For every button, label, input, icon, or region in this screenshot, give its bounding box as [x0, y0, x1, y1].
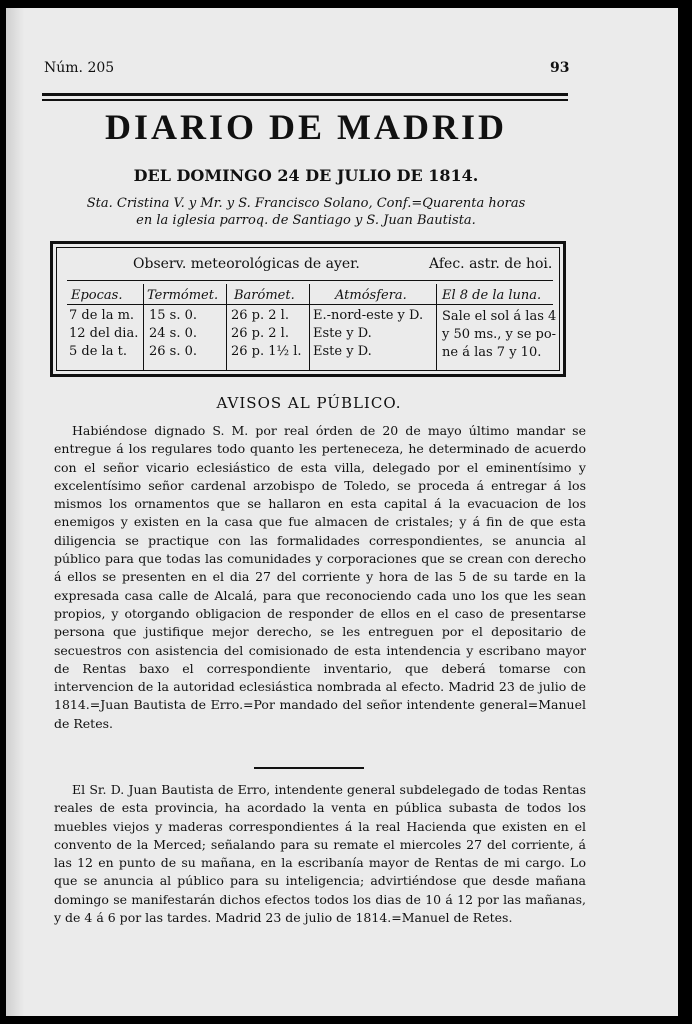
sun-line-3: ne á las 7 y 10.: [442, 345, 542, 360]
col-barometro: Barómet.: [234, 288, 295, 303]
col-atmosfera: Atmósfera.: [335, 288, 407, 303]
header-rule-top: [42, 93, 568, 96]
meteo-rule-2: [67, 304, 553, 305]
header-rule-bottom: [42, 99, 568, 101]
row3-bar: 26 p. 1½ l.: [231, 344, 302, 359]
page-number: 93: [550, 60, 570, 76]
notice-auction: El Sr. D. Juan Bautista de Erro, intendente general subdelegado de todas Rentas reales de esta provincia, ha acordado la venta en pública subasta de todos los muebles viejos y maderas correspondientes á la real Hacienda que existen en el convento de la Merced; señalando para su remate el miercoles 27 del corriente, á las 12 en punto de su mañana, en la escribanía mayor de Rentas de mi cargo. Lo que se anuncia al público para su inteligencia; advirtiéndose que desde mañana domingo se manifestarán dichos efectos todos los dias de 10 á 12 por las mañanas, y de 4 á 6 por las tardes. Madrid 23 de julio de 1814.=Manuel de Retes.: [54, 782, 586, 926]
notice-ornaments: Habiéndose dignado S. M. por real órden de 20 de mayo último mandar se entregue á los regulares todo quanto les perteneceza, he determinado de acuerdo con el señor vicario eclesiástico de esta villa, delegado por el eminentísimo y excelentísimo señor cardenal arzobispo de Toledo, se proceda á entregar á los mismos los ornamentos que se hallaron en esta capital á la evacuacion de los enemigos y existen en la casa que fue almacen de cristales; y á fin de que esta diligencia se practique con las formalidades correspondientes, se anuncia al público para que todas las comunidades y corporaciones que se crean con derecho á ellos se presenten en el dia 27 del corriente y hora de las 5 de su tarde en la expresada casa calle de Alcalá, para que reconociendo cada uno los que les sean propios, y otorgando obligacion de responder de ellos en el caso de presentarse persona que justifique mejor derecho, se les entreguen por el depositario de secuestros con asistencia del comisionado de esta intendencia y escribano mayor de Rentas baxo el correspondiente inventario, que deberá tomarse con intervencion de la autoridad eclesiástica nombrada al efecto. Madrid 23 de julio de 1814.=Juan Bautista de Erro.=Por mandado del señor intendente general=Manuel de Retes.: [54, 423, 586, 731]
page-gutter-shadow: [6, 8, 24, 1016]
meteo-col-divider: [226, 284, 227, 370]
meteorological-table: [50, 241, 566, 377]
sun-line-2: y 50 ms., y se po-: [442, 327, 557, 342]
sun-times: [442, 308, 560, 362]
saints-of-the-day: [56, 195, 556, 229]
col-epocas: Epocas.: [71, 288, 123, 303]
meteo-col-divider: [309, 284, 310, 370]
row1-term: 15 s. 0.: [149, 308, 198, 323]
row1-epoca: 7 de la m.: [69, 308, 135, 323]
sun-line-1: Sale el sol á las 4: [442, 309, 557, 324]
meteo-title: Observ. meteorológicas de ayer.: [133, 256, 360, 272]
dateline: DEL DOMINGO 24 DE JULIO DE 1814.: [133, 166, 479, 185]
row2-atm: Este y D.: [313, 326, 372, 341]
row3-epoca: 5 de la t.: [69, 344, 127, 359]
notice-separator: [254, 767, 364, 769]
row1-atm: E.-nord-este y D.: [313, 308, 424, 323]
row2-epoca: 12 del dia.: [69, 326, 139, 341]
meteo-col-divider: [436, 284, 437, 370]
row2-bar: 26 p. 2 l.: [231, 326, 289, 341]
meteo-rule-1: [67, 280, 553, 281]
row3-atm: Este y D.: [313, 344, 372, 359]
astro-title: Afec. astr. de hoi.: [429, 256, 553, 272]
col-termometro: Termómet.: [147, 288, 219, 303]
saints-line-1: Sta. Cristina V. y Mr. y S. Francisco Solano, Conf.=Quarenta horas: [86, 196, 526, 211]
issue-number: Núm. 205: [44, 60, 115, 76]
row2-term: 24 s. 0.: [149, 326, 198, 341]
masthead-title: DIARIO DE MADRID: [104, 107, 507, 147]
section-title: AVISOS AL PÚBLICO.: [216, 394, 402, 412]
newspaper-page: [6, 8, 678, 1016]
meteo-col-divider: [143, 284, 144, 370]
saints-line-2: en la iglesia parroq. de Santiago y S. Juan Bautista.: [136, 213, 476, 228]
meteo-inner-frame: [56, 247, 560, 371]
col-luna: El 8 de la luna.: [442, 288, 542, 303]
row3-term: 26 s. 0.: [149, 344, 198, 359]
row1-bar: 26 p. 2 l.: [231, 308, 289, 323]
